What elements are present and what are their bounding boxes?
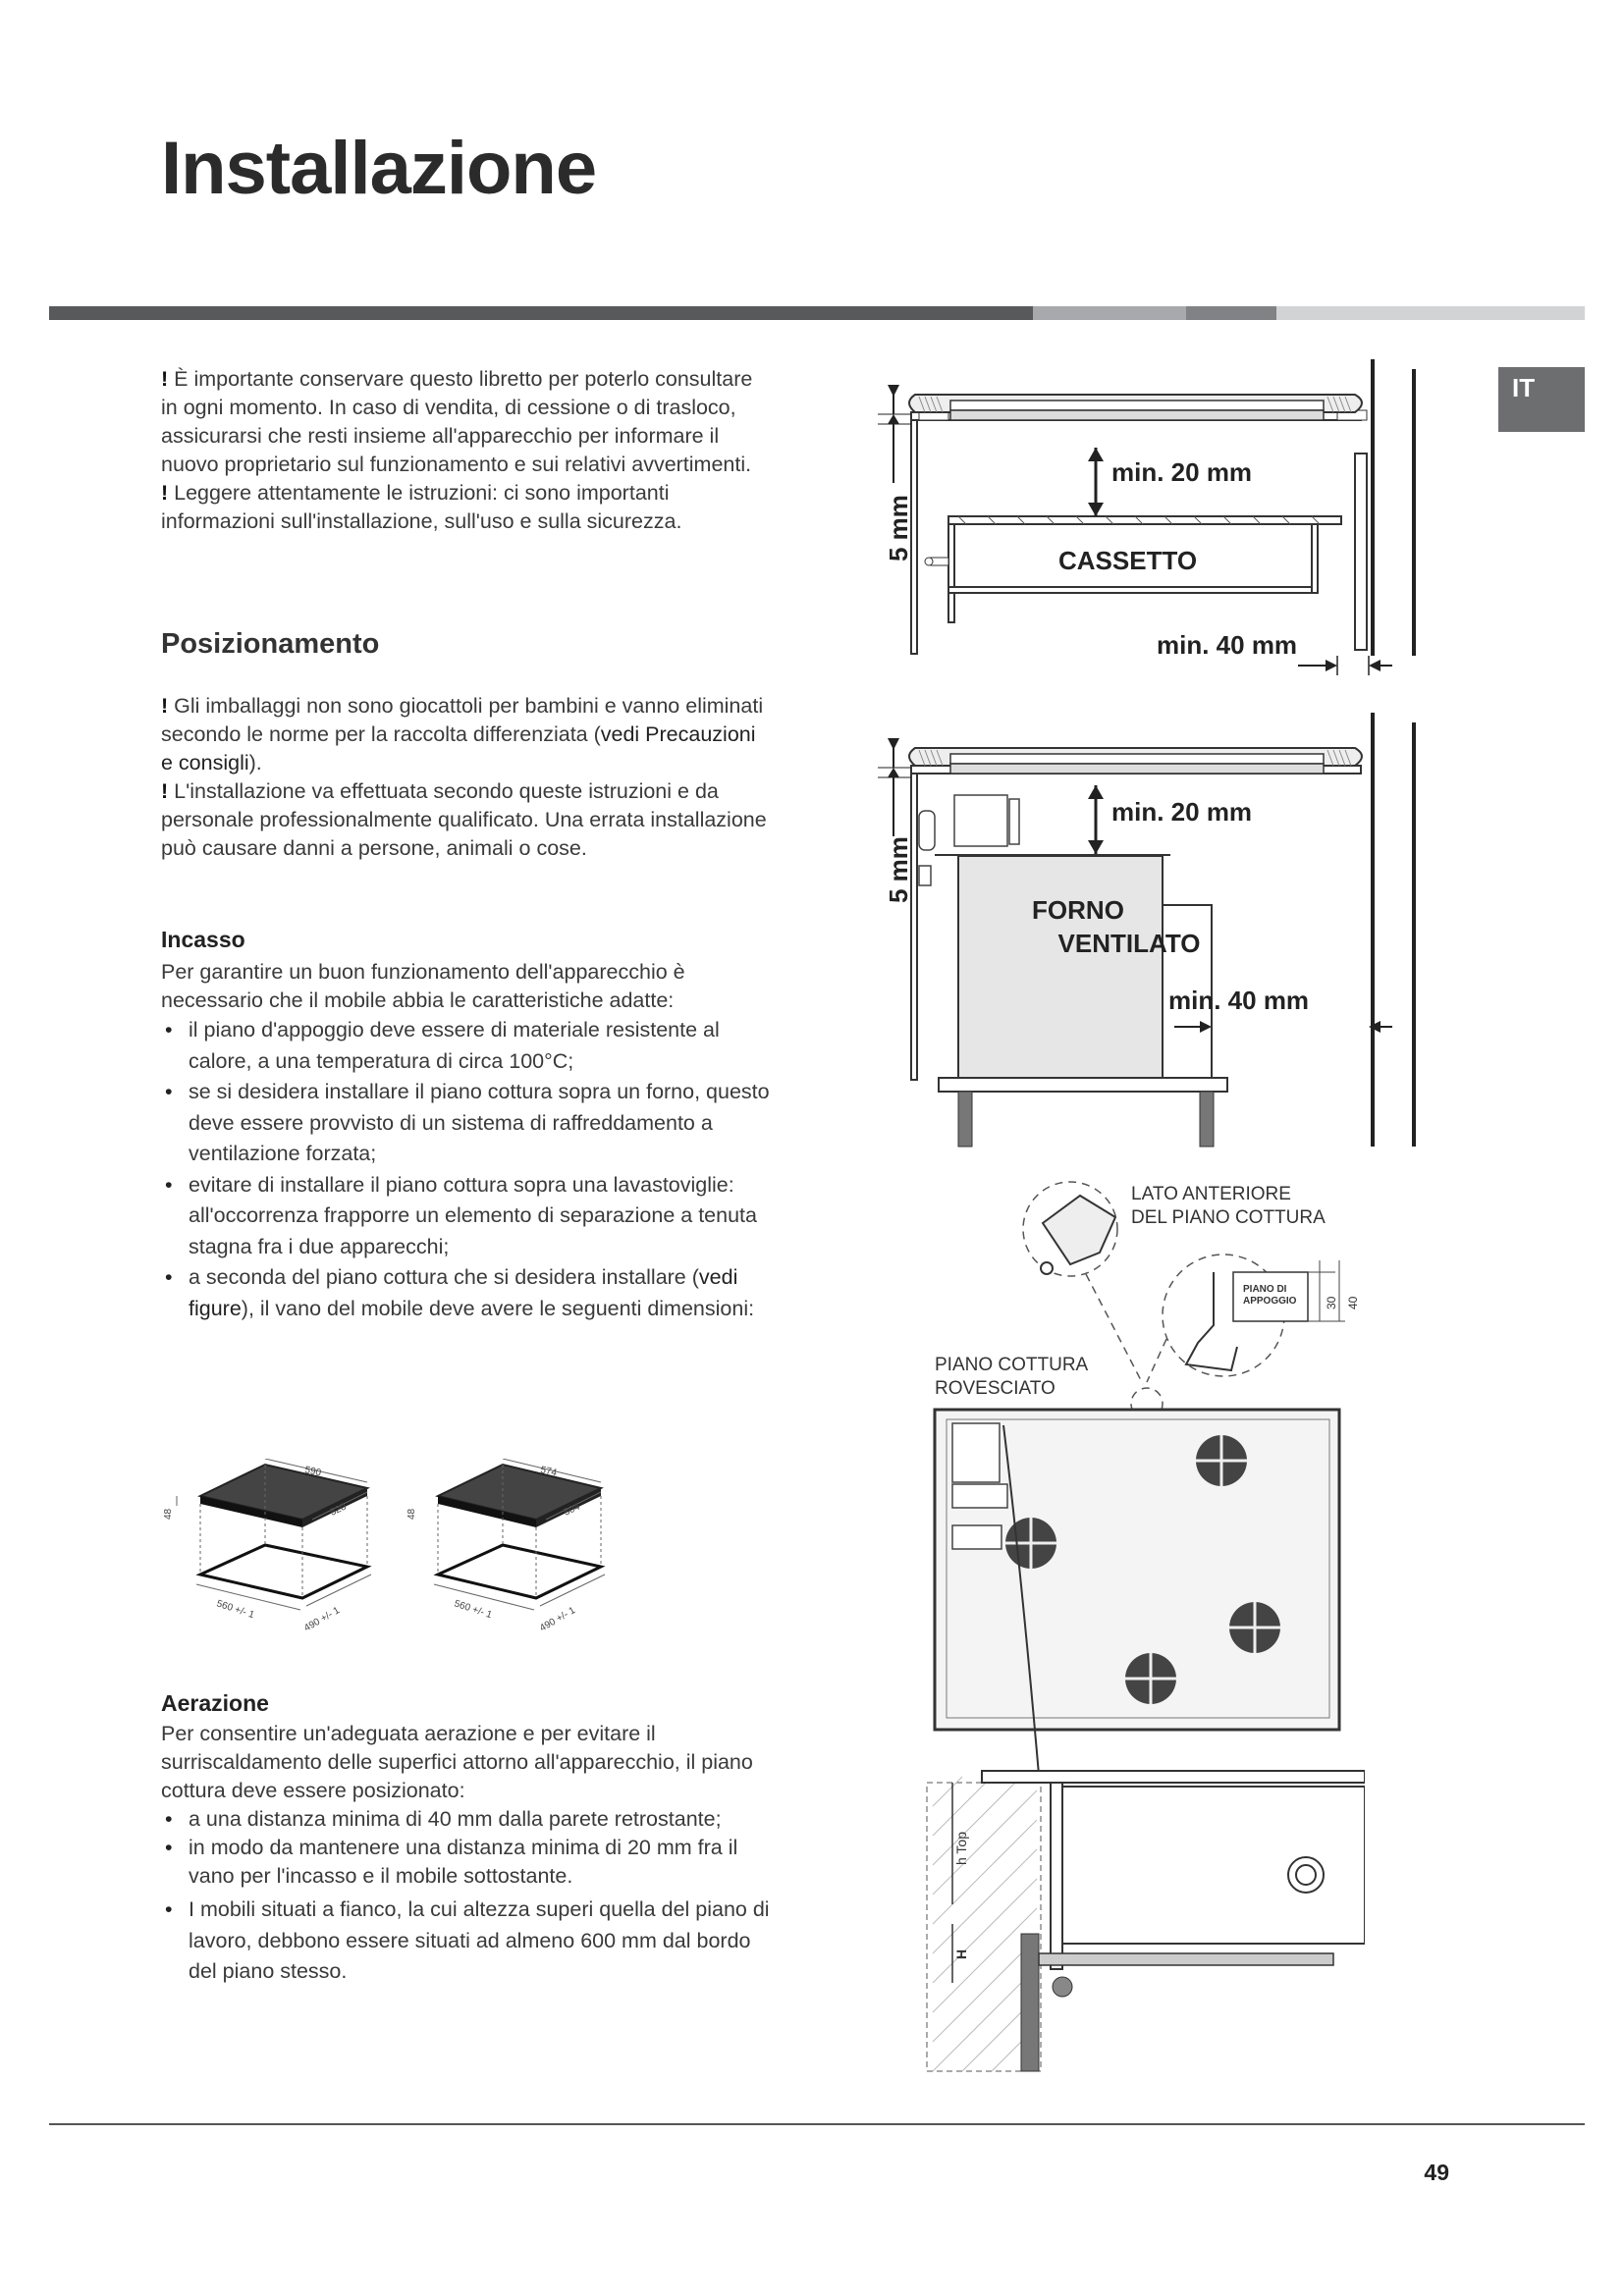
incasso-intro: Per garantire un buon funzionamento dell'apparecchio è necessario che il mobile abbia le caratteristiche adatte: [161, 960, 685, 1012]
h-label: H [953, 1949, 969, 1959]
positioning-text-1: Gli imballaggi non sono giocattoli per bambini e vanno eliminati secondo le norme per la raccolta differenziata ( [161, 694, 764, 746]
positioning-text-2: L'installazione va effettuata secondo queste istruzioni e da personale professionalmente qualificato. Una errata installazione può causare danni a persone, animali o cose. [161, 779, 767, 860]
warning-mark: ! [161, 367, 169, 391]
burner-icon [1196, 1435, 1247, 1486]
language-tab: IT [1498, 367, 1585, 432]
list-item-text-end: ), il vano del mobile deve avere le seguenti dimensioni: [241, 1296, 755, 1320]
intro-paragraph-1 [161, 365, 770, 479]
subheading-incasso: Incasso [161, 927, 245, 952]
list-item: • evitare di installare il piano cottura sopra una lavastoviglie: all'occorrenza frapporre un elemento di separazione a tenuta stagna fra i due apparecchi; [161, 1170, 770, 1263]
dim-cut-width-label: 560 +/- 1 [453, 1598, 494, 1622]
rear-gap-label: min. 40 mm [1168, 986, 1310, 1015]
dim-cut-depth-label: 490 +/- 1 [538, 1605, 577, 1634]
dim-40-label: 40 [1346, 1296, 1360, 1309]
gap-top-label: min. 20 mm [1111, 797, 1253, 827]
h-top-label: h Top [953, 1832, 969, 1865]
incasso-list [161, 1015, 770, 1324]
page-title: Installazione [161, 127, 597, 210]
hob-label-line1: PIANO COTTURA [935, 1355, 1089, 1375]
positioning-paragraph-1 [161, 692, 770, 777]
aerazione-list [161, 1805, 770, 1988]
support-label-line2: APPOGGIO [1243, 1296, 1297, 1307]
list-item: • se si desidera installare il piano cottura sopra un forno, questo deve essere provvisto di un sistema di raffreddamento a ventilazione forzata; [161, 1077, 770, 1170]
support-label-line1: PIANO DI [1243, 1284, 1287, 1295]
dim-cut-width-label: 560 +/- 1 [215, 1598, 256, 1622]
list-item [161, 1262, 770, 1324]
list-item: • I mobili situati a fianco, la cui altezza superi quella del piano di lavoro, debbono essere situati ad almeno 600 mm dal bordo del piano stesso. [161, 1895, 770, 1988]
dim-height-label: 48 [163, 1508, 174, 1520]
header-bar-darkmid [1186, 306, 1276, 320]
cross-reference: vedi figure [189, 1265, 738, 1320]
intro-paragraph-2 [161, 479, 770, 536]
dim-width-label: 574 [539, 1465, 558, 1479]
warning-mark: ! [161, 481, 169, 505]
list-item-text: a seconda del piano cottura che si desidera installare ( [189, 1265, 699, 1289]
intro-section [161, 365, 770, 536]
dimension-figures [157, 1459, 638, 1655]
side-gap-label: 5 mm [884, 836, 913, 903]
list-item: • in modo da mantenere una distanza minima di 20 mm fra il vano per l'incasso e il mobile sottostante. [161, 1834, 770, 1891]
rear-gap-label: min. 40 mm [1157, 630, 1298, 660]
dim-cut-depth-label: 490 +/- 1 [302, 1605, 342, 1634]
forno-label-line1: FORNO [1032, 895, 1124, 925]
dimension-figure-1 [163, 1459, 371, 1634]
aerazione-section [161, 1720, 770, 1988]
forno-label-line2: VENTILATO [1057, 929, 1201, 958]
footer-rule [49, 2123, 1585, 2125]
hob-label-line2: ROVESCIATO [935, 1378, 1056, 1399]
positioning-text-1-end: ). [248, 751, 262, 774]
dim-height-label: 48 [406, 1508, 417, 1520]
subheading-aerazione: Aerazione [161, 1690, 269, 1716]
front-side-label-line2: DEL PIANO COTTURA [1131, 1207, 1326, 1228]
dim-width-label: 590 [303, 1465, 322, 1479]
aerazione-intro: Per consentire un'adeguata aerazione e per evitare il surriscaldamento delle superfici attorno all'apparecchio, il piano cottura deve essere posizionato: [161, 1722, 753, 1802]
dim-depth-label: 504 [562, 1501, 582, 1519]
incasso-section [161, 958, 770, 1324]
warning-mark: ! [161, 694, 169, 718]
page-number: 49 [1424, 2160, 1449, 2185]
front-side-label-line1: LATO ANTERIORE [1131, 1184, 1291, 1204]
header-bar-mid [1033, 306, 1186, 320]
diagram-clips [923, 1178, 1365, 2081]
side-gap-label: 5 mm [884, 495, 913, 561]
header-bar-dark [49, 306, 1033, 320]
dim-depth-label: 520 [328, 1501, 349, 1519]
positioning-section [161, 692, 770, 863]
burner-icon [1005, 1518, 1056, 1569]
list-item: • il piano d'appoggio deve essere di materiale resistente al calore, a una temperatura di circa 100°C; [161, 1015, 770, 1077]
list-item: • a una distanza minima di 40 mm dalla parete retrostante; [161, 1805, 770, 1834]
burner-icon [1125, 1653, 1176, 1704]
burner-icon [1229, 1602, 1280, 1653]
positioning-paragraph-2 [161, 777, 770, 863]
intro-text-1: È importante conservare questo libretto per poterlo consultare in ogni momento. In caso di vendita, di cessione o di trasloco, assicurarsi che resti insieme all'apparecchio per informare il nuovo proprietario sul funzionamento e sui relativi avvertimenti. [161, 367, 753, 476]
dimension-figure-2 [406, 1459, 605, 1634]
diagram-cassetto [864, 355, 1424, 679]
cassetto-label: CASSETTO [1058, 546, 1198, 575]
dim-30-label: 30 [1325, 1296, 1338, 1309]
header-bar-light [1276, 306, 1585, 320]
intro-text-2: Leggere attentamente le istruzioni: ci sono importanti informazioni sull'installazione, sull'uso e sulla sicurezza. [161, 481, 682, 533]
cross-reference: vedi Precauzioni e consigli [161, 722, 756, 774]
diagram-forno [864, 709, 1424, 1162]
gap-top-label: min. 20 mm [1111, 457, 1253, 487]
warning-mark: ! [161, 779, 169, 803]
section-heading-positioning: Posizionamento [161, 628, 380, 660]
